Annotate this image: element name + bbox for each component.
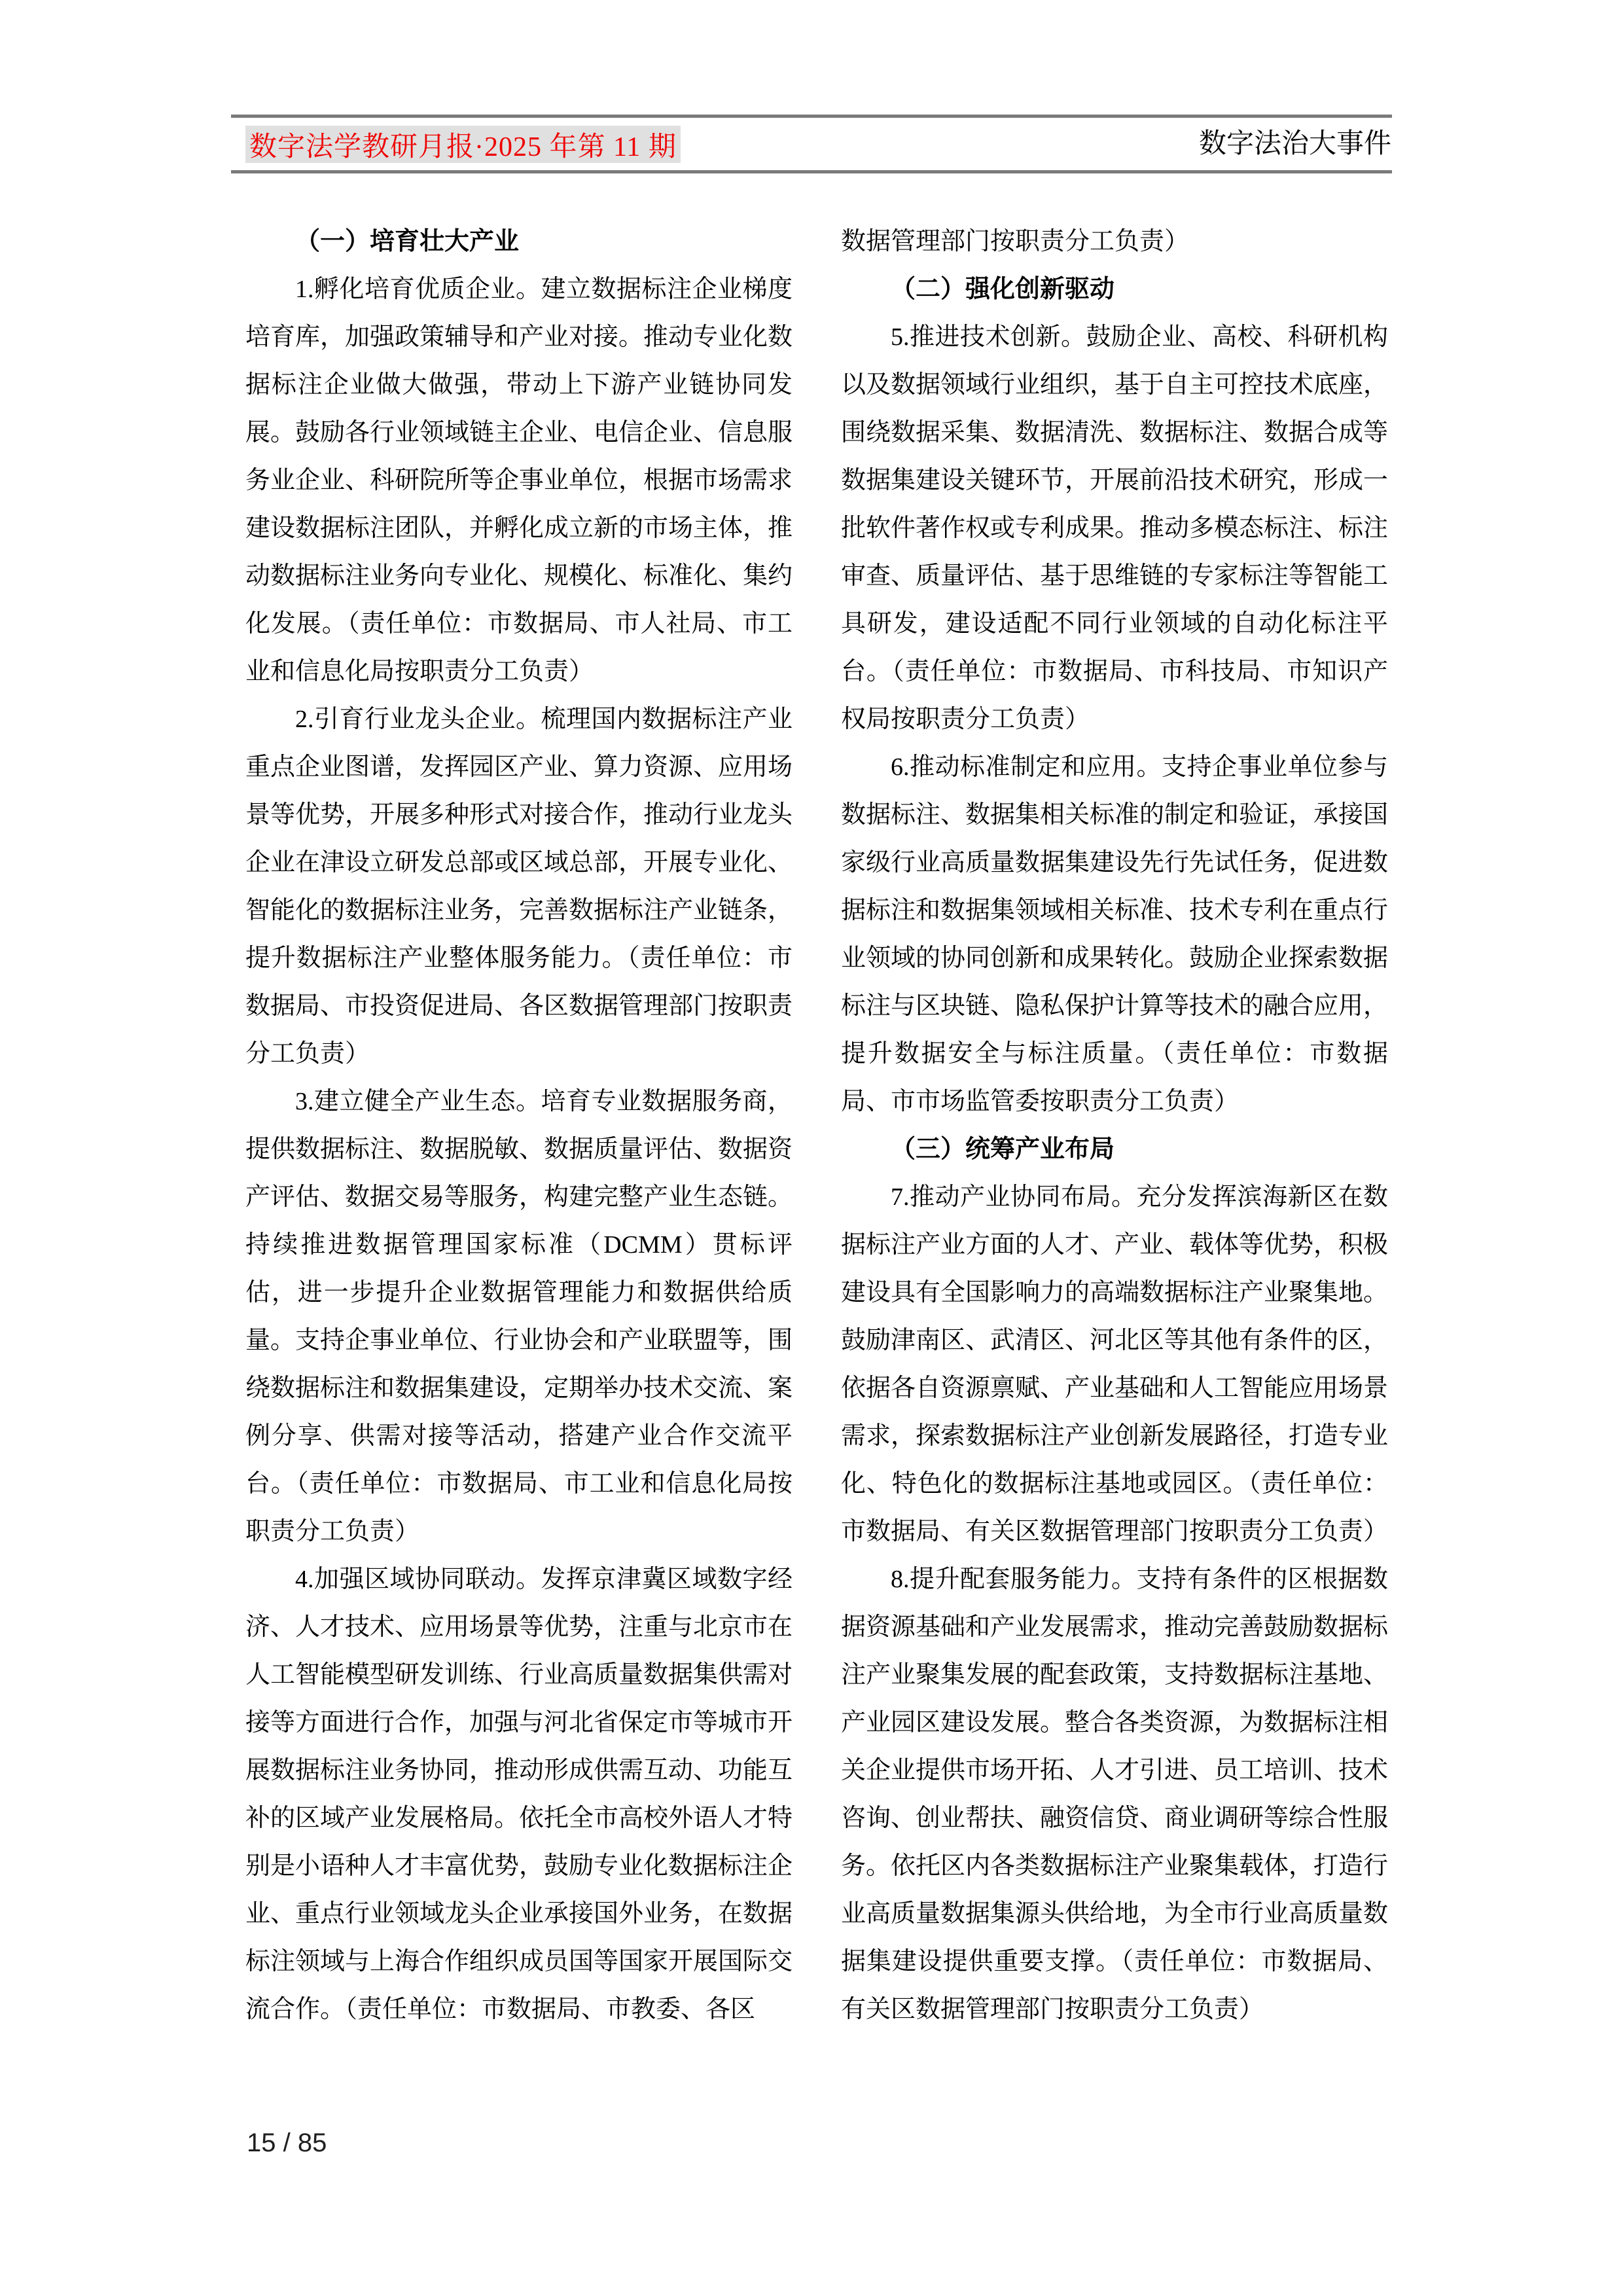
body-paragraph-4: 4.加强区域协同联动。发挥京津冀区域数字经济、人才技术、应用场景等优势，注重与北京市在人工智能模型研发训练、行业高质量数据集供需对接等方面进行合作，加强与河北省保定市等城市开展数据标注业务协同，推动形成供需互动、功能互补的区域产业发展格局。依托全市高校外语人才特别是小语种人才丰富优势，鼓励专业化数据标注企业、重点行业领域龙头企业承接国外业务，在数据标注领域与上海合作组织成员国等国家开展国际交流合作。（责任单位：市数据局、市教委、各区 xyxy=(245,1566,793,2023)
body-paragraph-1: 1.孵化培育优质企业。建立数据标注企业梯度培育库，加强政策辅导和产业对接。推动专业化数据标注企业做大做强，带动上下游产业链协同发展。鼓励各行业领域链主企业、电信企业、信息服务业企业、科研院所等企事业单位，根据市场需求建设数据标注团队，并孵化成立新的市场主体，推动数据标注业务向专业化、规模化、标准化、集约化发展。（责任单位：市数据局、市人社局、市工业和信息化局按职责分工负责） xyxy=(245,276,793,685)
body-paragraph-7: 7.推动产业协同布局。充分发挥滨海新区在数据标注产业方面的人才、产业、载体等优势，积极建设具有全国影响力的高端数据标注产业聚集地。鼓励津南区、武清区、河北区等其他有条件的区，依据各自资源禀赋、产业基础和人工智能应用场景需求，探索数据标注产业创新发展路径，打造专业化、特色化的数据标注基地或园区。（责任单位：市数据局、有关区数据管理部门按职责分工负责） xyxy=(841,1183,1389,1545)
header-bottom-rule xyxy=(231,170,1392,173)
section-heading-1: （一）培育壮大产业 xyxy=(295,228,520,255)
section-heading-3: （三）统筹产业布局 xyxy=(891,1136,1115,1163)
section-heading-2: （二）强化创新驱动 xyxy=(891,276,1115,303)
header-title-highlight xyxy=(245,126,681,163)
left-column xyxy=(245,218,793,2034)
page-number: 15 / 85 xyxy=(247,2128,327,2157)
body-paragraph-6: 6.推动标准制定和应用。支持企事业单位参与数据标注、数据集相关标准的制定和验证，承接国家级行业高质量数据集建设先行先试任务，促进数据标注和数据集领域相关标准、技术专利在重点行业领域的协同创新和成果转化。鼓励企业探索数据标注与区块链、隐私保护计算等技术的融合应用，提升数据安全与标注质量。（责任单位：市数据局、市市场监管委按职责分工负责） xyxy=(841,753,1389,1115)
header-section-title: 数字法治大事件 xyxy=(1198,129,1391,159)
header-top-rule xyxy=(231,115,1392,118)
newsletter-title: 数字法学教研月报·2025 年第 11 期 xyxy=(249,132,677,162)
body-paragraph-5: 5.推进技术创新。鼓励企业、高校、科研机构以及数据领域行业组织，基于自主可控技术底座，围绕数据采集、数据清洗、数据标注、数据合成等数据集建设关键环节，开展前沿技术研究，形成一批软件著作权或专利成果。推动多模态标注、标注审查、质量评估、基于思维链的专家标注等智能工具研发，建设适配不同行业领域的自动化标注平台。（责任单位：市数据局、市科技局、市知识产权局按职责分工负责） xyxy=(841,323,1389,733)
right-column xyxy=(841,218,1388,2034)
body-paragraph-3: 3.建立健全产业生态。培育专业数据服务商，提供数据标注、数据脱敏、数据质量评估、数据资产评估、数据交易等服务，构建完整产业生态链。持续推进数据管理国家标准（DCMM）贯标评估，进一步提升企业数据管理能力和数据供给质量。支持企事业单位、行业协会和产业联盟等，围绕数据标注和数据集建设，定期举办技术交流、案例分享、供需对接等活动，搭建产业合作交流平台。（责任单位：市数据局、市工业和信息化局按职责分工负责） xyxy=(245,1088,793,1545)
body-paragraph-4-continuation: 数据管理部门按职责分工负责） xyxy=(841,228,1190,255)
body-paragraph-8: 8.提升配套服务能力。支持有条件的区根据数据资源基础和产业发展需求，推动完善鼓励数据标注产业聚集发展的配套政策，支持数据标注基地、产业园区建设发展。整合各类资源，为数据标注相关企业提供市场开拓、人才引进、员工培训、技术咨询、创业帮扶、融资信贷、商业调研等综合性服务。依托区内各类数据标注产业聚集载体，打造行业高质量数据集源头供给地，为全市行业高质量数据集建设提供重要支撑。（责任单位：市数据局、有关区数据管理部门按职责分工负责） xyxy=(841,1566,1389,2023)
body-paragraph-2: 2.引育行业龙头企业。梳理国内数据标注产业重点企业图谱，发挥园区产业、算力资源、应用场景等优势，开展多种形式对接合作，推动行业龙头企业在津设立研发总部或区域总部，开展专业化、智能化的数据标注业务，完善数据标注产业链条，提升数据标注产业整体服务能力。（责任单位：市数据局、市投资促进局、各区数据管理部门按职责分工负责） xyxy=(245,706,793,1067)
